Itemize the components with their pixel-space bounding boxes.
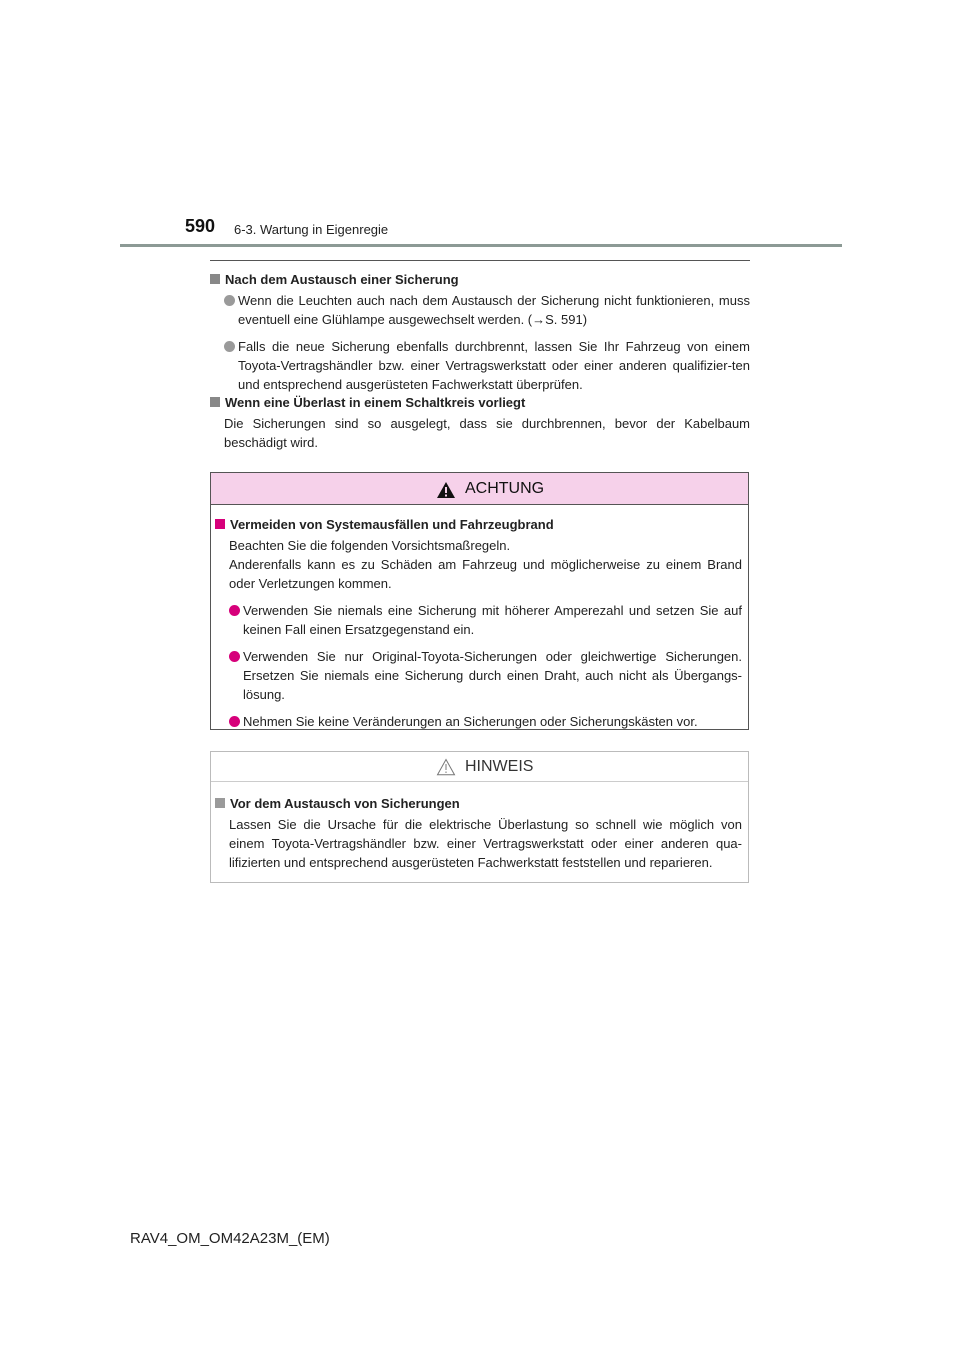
section-heading <box>210 393 750 412</box>
circle-bullet-icon <box>224 295 235 306</box>
section-after-replacement <box>210 270 750 394</box>
hinweis-text: Lassen Sie die Ursache für die elektrische Überlastung so schnell wie möglich von einem Toyota-Vertragshändler bzw. einer Vertragswerkstatt oder einer anderen qua-lifizierten und entsprechend ausgerüsteten Fachwerkstatt feststellen und reparieren. <box>229 817 742 870</box>
section-heading-text: Wenn eine Überlast in einem Schaltkreis vorliegt <box>225 395 526 410</box>
page-number: 590 <box>185 216 216 236</box>
circle-bullet-icon <box>229 716 240 727</box>
circle-bullet-icon <box>229 651 240 662</box>
list-item-text: Verwenden Sie nur Original-Toyota-Sicherungen oder gleichwertige Sicherungen. Ersetzen Sie niemals eine Sicherung durch einen Draht, auch nicht als Übergangs-lösung. <box>243 649 742 702</box>
section-heading <box>210 270 750 289</box>
list-item-text: Wenn die Leuchten auch nach dem Austausch der Sicherung nicht funktionieren, muss eventuell eine Glühlampe ausgewechselt werden. (→S. 591) <box>238 293 750 327</box>
list-item <box>215 601 742 639</box>
circle-bullet-icon <box>224 341 235 352</box>
notice-triangle-icon <box>436 758 456 776</box>
hinweis-body <box>215 794 742 872</box>
section-heading-text: Nach dem Austausch einer Sicherung <box>225 272 459 287</box>
achtung-text-1: Beachten Sie die folgenden Vorsichtsmaßregeln. <box>229 538 511 553</box>
square-bullet-icon <box>210 274 220 284</box>
list-item-text: Falls die neue Sicherung ebenfalls durchbrennt, lassen Sie Ihr Fahrzeug von einem Toyota-Vertragshändler bzw. einer Vertragswerkstatt oder einer anderen qualifizier-ten und entsprechend ausgerüsteten Fachwerkstatt überprüfen. <box>238 339 750 392</box>
square-bullet-icon <box>215 798 225 808</box>
hinweis-heading-text: Vor dem Austausch von Sicherungen <box>230 796 460 811</box>
circle-bullet-icon <box>229 605 240 616</box>
section-divider <box>210 260 750 261</box>
square-bullet-icon <box>210 397 220 407</box>
achtung-heading-text: Vermeiden von Systemausfällen und Fahrzeugbrand <box>230 517 554 532</box>
achtung-body <box>215 515 742 731</box>
list-item-text: Nehmen Sie keine Veränderungen an Sicherungen oder Sicherungskästen vor. <box>243 714 698 729</box>
hinweis-header <box>211 752 748 782</box>
list-item <box>210 337 750 394</box>
list-item <box>215 647 742 704</box>
list-item <box>210 291 750 329</box>
achtung-heading <box>215 515 742 534</box>
hinweis-label: HINWEIS <box>465 758 534 775</box>
achtung-label: ACHTUNG <box>465 480 545 497</box>
achtung-box <box>210 472 749 730</box>
list-item <box>215 712 742 731</box>
section-overload <box>210 393 750 452</box>
achtung-header <box>211 473 748 505</box>
square-bullet-icon <box>215 519 225 529</box>
list-item-text: Verwenden Sie niemals eine Sicherung mit höherer Amperezahl und setzen Sie auf keinen Fall einen Ersatzgegenstand ein. <box>243 603 742 637</box>
achtung-text-2: Anderenfalls kann es zu Schäden am Fahrzeug und möglicherweise zu einem Brand oder Verletzungen kommen. <box>229 557 742 591</box>
hinweis-heading <box>215 794 742 813</box>
hinweis-box <box>210 751 749 883</box>
warning-triangle-icon <box>436 481 456 499</box>
document-code: RAV4_OM_OM42A23M_(EM) <box>130 1230 330 1247</box>
header-rule <box>120 244 842 247</box>
section-title: 6-3. Wartung in Eigenregie <box>234 222 389 237</box>
section-paragraph: Die Sicherungen sind so ausgelegt, dass sie durchbrennen, bevor der Kabelbaum beschädigt wird. <box>224 416 750 450</box>
